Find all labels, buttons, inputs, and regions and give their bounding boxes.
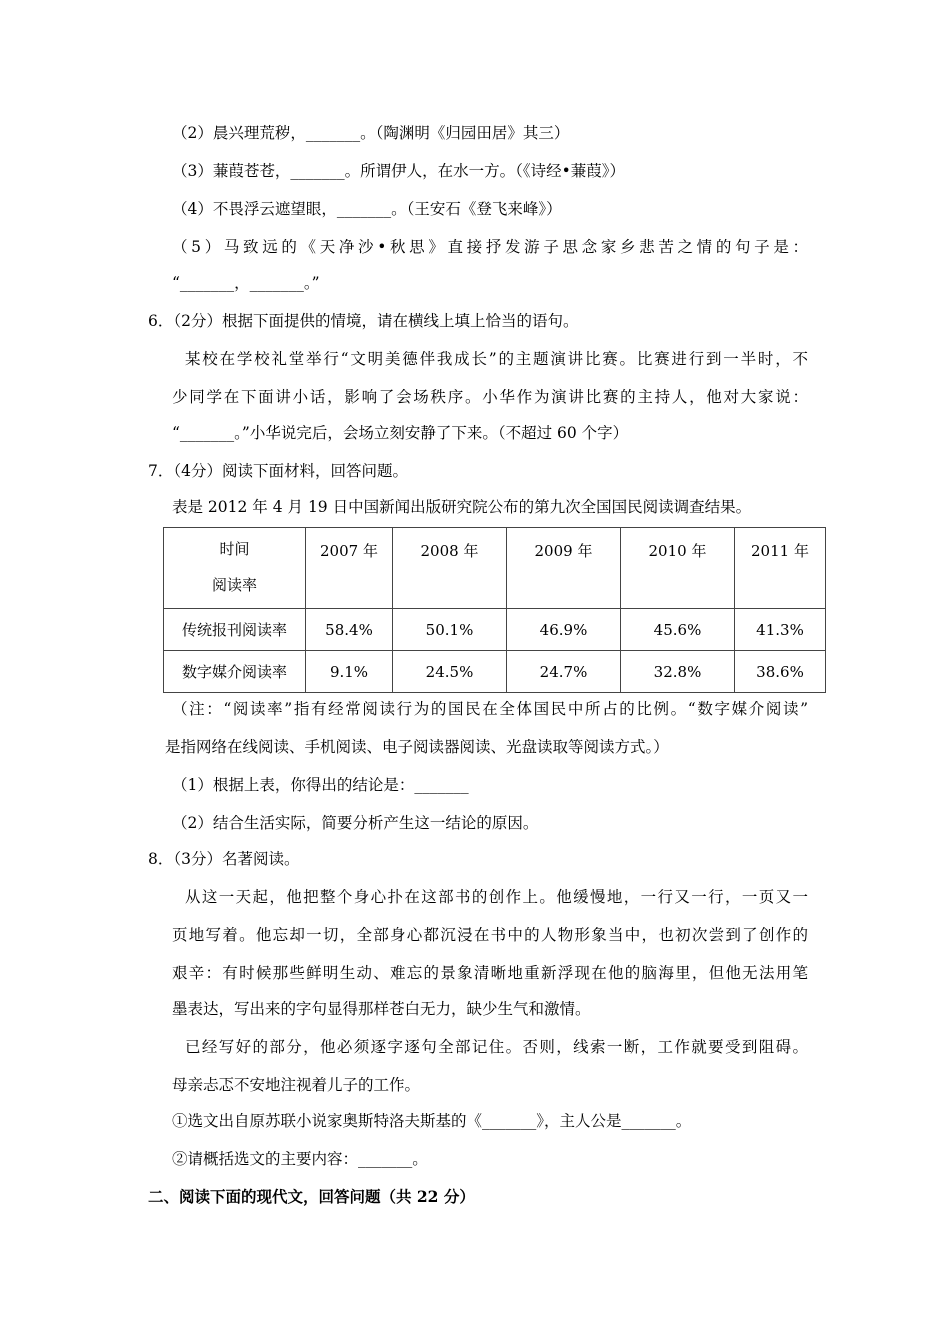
q6-paragraph-line: “_______。”小华说完后，会场立刻安静了下来。（不超过 60 个字） <box>172 424 629 442</box>
q6-paragraph-line: 某校在学校礼堂举行“文明美德伴我成长”的主题演讲比赛。比赛进行到一半时，不 <box>185 350 808 368</box>
poem-line-4: （4）不畏浮云遮望眼，_______。（王安石《登飞来峰》） <box>172 200 562 218</box>
q8-title: 8．（3分）名著阅读。 <box>148 850 300 868</box>
table-cell: 50.1% <box>393 609 507 651</box>
q8-passage-line: 艰辛：有时候那些鲜明生动、难忘的景象清晰地重新浮现在他的脑海里，但他无法用笔 <box>172 964 808 982</box>
table-row <box>164 609 826 651</box>
year-header: 2008 年 <box>393 528 507 609</box>
q8-passage-line: 页地写着。他忘却一切，全部身心都沉浸在书中的人物形象当中，也初次尝到了创作的 <box>172 926 808 944</box>
poem-line-2: （2）晨兴理荒秽，_______。（陶渊明《归园田居》其三） <box>172 124 570 142</box>
q8-passage-line: 母亲忐忑不安地注视着儿子的工作。 <box>172 1076 421 1094</box>
poem-line-3: （3）蒹葭苍苍，_______。所谓伊人，在水一方。（《诗经•蒹葭》） <box>172 162 626 180</box>
year-header: 2010 年 <box>621 528 735 609</box>
q7-title: 7．（4分）阅读下面材料，回答问题。 <box>148 462 408 480</box>
q7-sub-question-2: （2）结合生活实际，简要分析产生这一结论的原因。 <box>172 814 539 832</box>
q7-intro: 表是 2012 年 4 月 19 日中国新闻出版研究院公布的第九次全国国民阅读调查结果。 <box>172 498 752 516</box>
q8-sub-question-2: ②请概括选文的主要内容：_______。 <box>172 1150 428 1168</box>
table-cell: 58.4% <box>306 609 393 651</box>
q8-sub-question-1: ①选文出自原苏联小说家奥斯特洛夫斯基的《_______》，主人公是_______。 <box>172 1112 692 1130</box>
poem-line-5-answer: “_______，_______。” <box>172 274 320 292</box>
header-time-label: 时间 <box>219 540 250 558</box>
row-label: 数字媒介阅读率 <box>164 651 306 693</box>
q6-title: 6．（2分）根据下面提供的情境，请在横线上填上恰当的语句。 <box>148 312 579 330</box>
header-rate-label: 阅读率 <box>211 576 257 594</box>
reading-rate-table <box>163 527 826 693</box>
row-label: 传统报刊阅读率 <box>164 609 306 651</box>
q8-passage-line: 从这一天起，他把整个身心扑在这部书的创作上。他缓慢地，一行又一行，一页又一 <box>185 888 808 906</box>
table-cell: 41.3% <box>735 609 826 651</box>
section-2-heading: 二、阅读下面的现代文，回答问题（共 22 分） <box>148 1187 475 1206</box>
q8-passage-line: 墨表达，写出来的字句显得那样苍白无力，缺少生气和激情。 <box>172 1000 591 1018</box>
year-header: 2011 年 <box>735 528 826 609</box>
table-row <box>164 651 826 693</box>
table-cell: 24.5% <box>393 651 507 693</box>
q7-sub-question-1: （1）根据上表，你得出的结论是：_______ <box>172 776 469 794</box>
q7-note-line: （注：“阅读率”指有经常阅读行为的国民在全体国民中所占的比例。“数字媒介阅读” <box>172 700 808 718</box>
table-cell: 38.6% <box>735 651 826 693</box>
table-cell: 24.7% <box>507 651 621 693</box>
table-cell: 45.6% <box>621 609 735 651</box>
table-cell: 32.8% <box>621 651 735 693</box>
q8-passage-line: 已经写好的部分，他必须逐字逐句全部记住。否则，线索一断，工作就要受到阻碍。 <box>185 1038 808 1056</box>
year-header: 2007 年 <box>306 528 393 609</box>
q7-note-line: 是指网络在线阅读、手机阅读、电子阅读器阅读、光盘读取等阅读方式。） <box>165 738 669 756</box>
table-header-corner <box>164 528 306 609</box>
q6-paragraph-line: 少同学在下面讲小话，影响了会场秩序。小华作为演讲比赛的主持人，他对大家说： <box>172 388 808 406</box>
table-cell: 9.1% <box>306 651 393 693</box>
table-cell: 46.9% <box>507 609 621 651</box>
poem-line-5: （5）马致远的《天净沙•秋思》直接抒发游子思念家乡悲苦之情的句子是： <box>172 238 808 256</box>
year-header: 2009 年 <box>507 528 621 609</box>
